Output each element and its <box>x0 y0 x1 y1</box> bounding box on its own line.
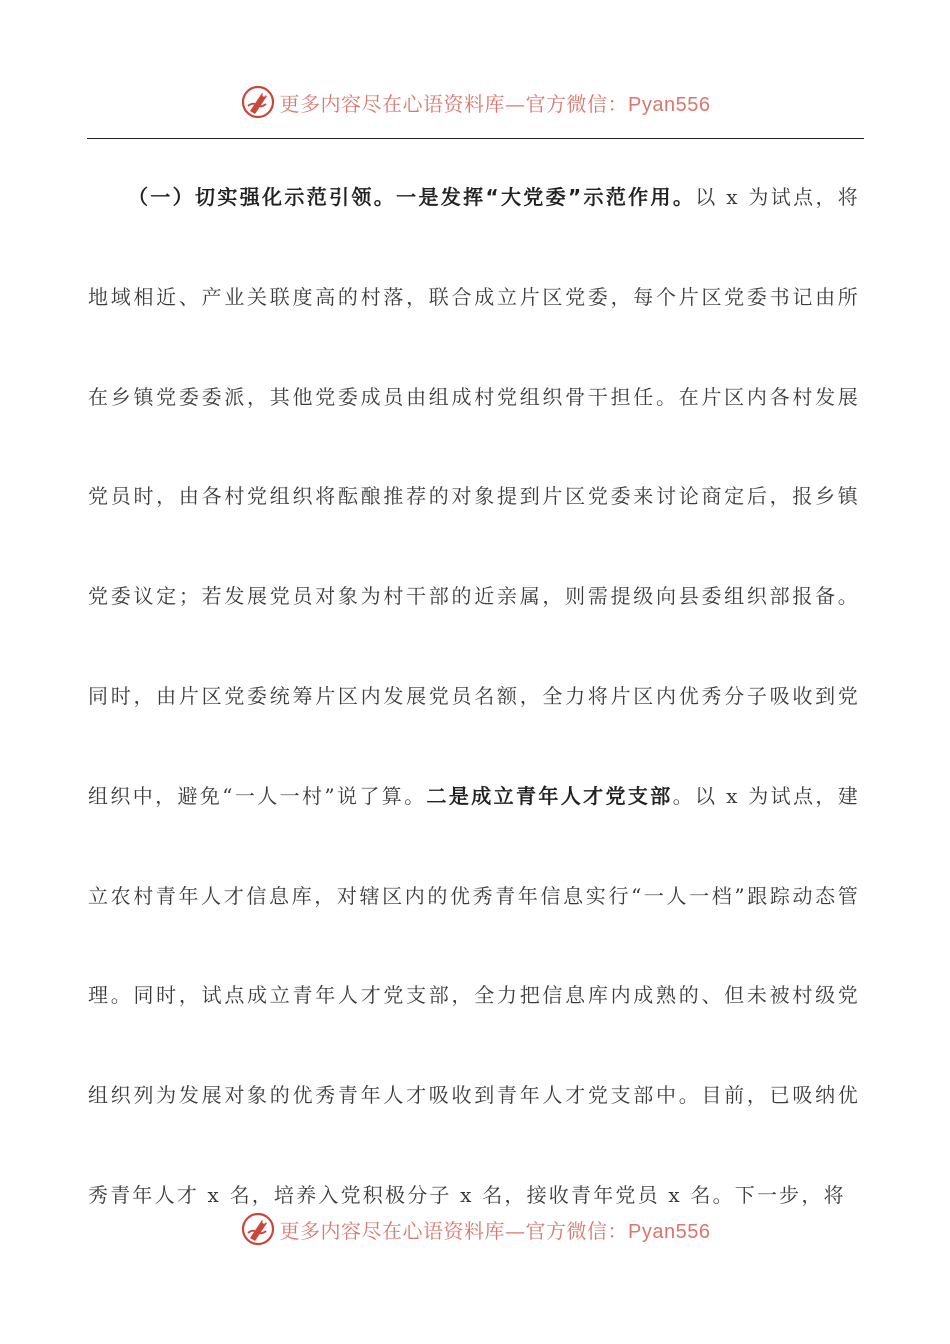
section-heading: （一）切实强化示范引领。一是发挥“大党委”示范作用。 <box>128 185 696 209</box>
header-divider <box>87 138 864 139</box>
body-paragraph <box>88 148 860 1246</box>
footer-watermark <box>0 1209 950 1249</box>
footer-watermark-text: 更多内容尽在心语资料库—官方微信：Pyan556 <box>279 1218 711 1243</box>
header-watermark <box>0 82 950 122</box>
paragraph-text: 以 x 为试点，将地域相近、产业关联度高的村落，联合成立片区党委，每个片区党委书记由所在乡镇党委委派，其他党委成员由组成村党组织骨干担任。在片区内各村发展党员时，由各村党组织将酝酿推荐的对象提到片区党委来讨论商定后，报乡镇党委议定；若发展党员对象为村干部的近亲属，则需提级向县委组织部报备。同时，由片区党委统筹片区内发展党员名额，全力将片区内优秀分子吸收到党组织中，避免“一人一村”说了算。 <box>88 185 860 808</box>
paragraph-text-continued: 。以 x 为试点，建立农村青年人才信息库，对辖区内的优秀青年信息实行“一人一档”跟踪动态管理。同时，试点成立青年人才党支部，全力把信息库内成熟的、但未被村级党组织列为发展对象的优秀青年人才吸收到青年人才党支部中。目前，已吸纳优秀青年人才 x 名，培养入党积极分子 x 名，接收青年党员 x 名。下一步，将 <box>88 783 861 1207</box>
header-watermark-text: 更多内容尽在心语资料库—官方微信：Pyan556 <box>279 91 711 116</box>
pen-nib-seal-icon <box>240 84 276 120</box>
subpoint-heading: 二是成立青年人才党支部 <box>426 783 673 808</box>
pen-nib-seal-icon <box>240 1211 276 1247</box>
